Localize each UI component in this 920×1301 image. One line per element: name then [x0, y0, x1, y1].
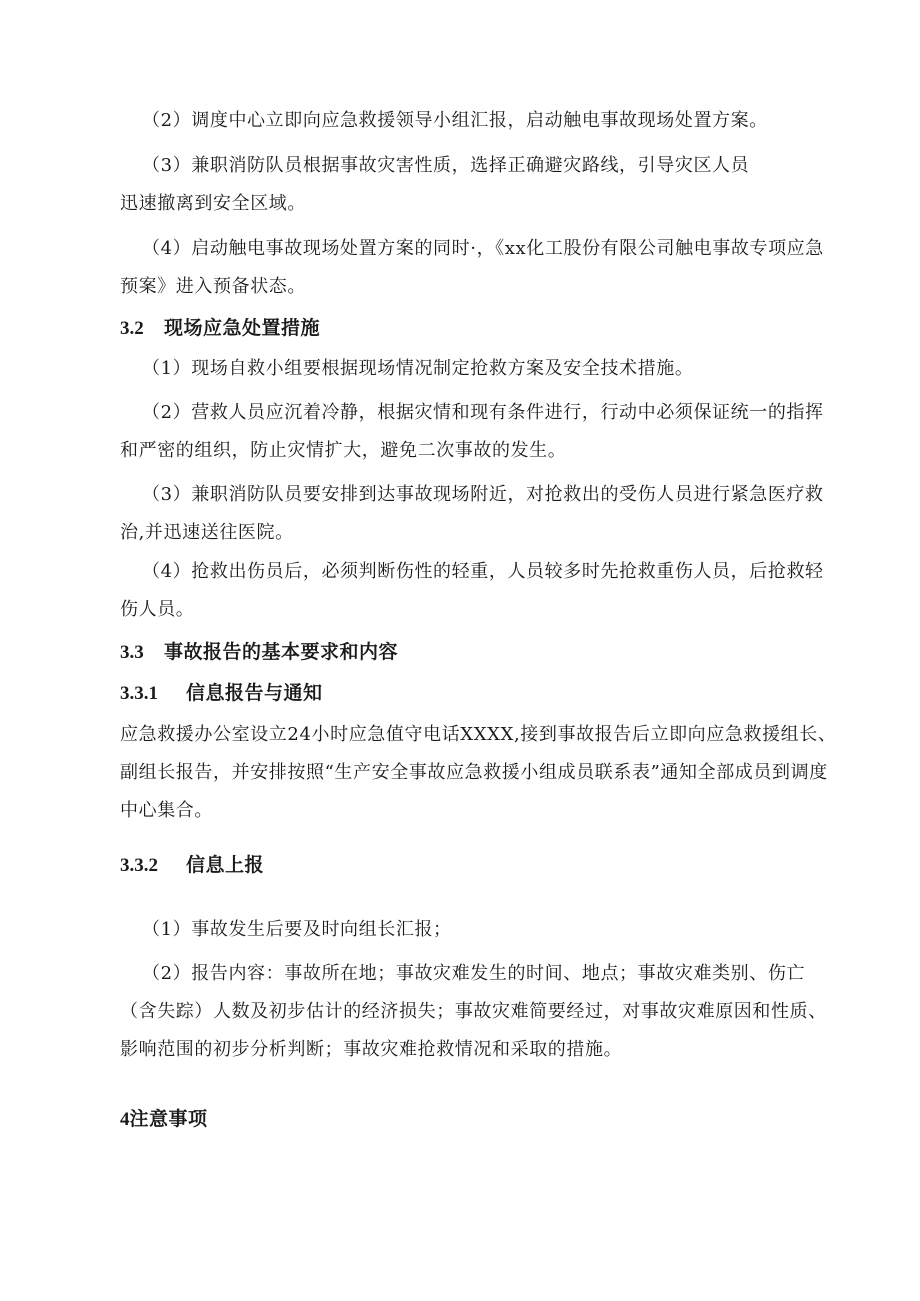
section-number: 3.3.1 [120, 683, 158, 704]
paragraph-firefighters-evacuate: （3）兼职消防队员根据事故灾害性质，选择正确避灾路线，引导灾区人员 [142, 155, 750, 176]
section-title: 信息报告与通知 [186, 682, 323, 704]
section-title: 事故报告的基本要求和内容 [164, 641, 399, 663]
section-number: 3.3.2 [120, 855, 158, 876]
paragraph-special-plan-standby: （4）启动触电事故现场处置方案的同时·，《xx化工股份有限公司触电事故专项应急预案》进入预备状态。 [120, 238, 824, 297]
list-item: （3）兼职消防队员要安排到达事故现场附近，对抢救出的受伤人员进行紧急医疗救治,并迅速送往医院。 [120, 484, 824, 543]
section-title: 现场应急处置措施 [164, 317, 321, 339]
section-number: 4 [120, 1109, 130, 1130]
section-heading-3-3-2 [120, 846, 842, 885]
list-item: （2）营救人员应沉着冷静，根据灾情和现有条件进行，行动中必须保证统一的指挥和严密的组织，防止灾情扩大，避免二次事故的发生。 [120, 402, 824, 461]
list-item: （1）事故发生后要及时向组长汇报； [142, 919, 452, 940]
list-item: （1）现场自救小组要根据现场情况制定抢救方案及安全技术措施。 [142, 358, 694, 379]
section-heading-3-3 [120, 633, 842, 672]
paragraph-duty-phone: 应急救援办公室设立24小时应急值守电话XXXX,接到事故报告后立即向应急救援组长、副组长报告，并安排按照“生产安全事故应急救援小组成员联系表”通知全部成员到调度中心集合。 [120, 724, 837, 821]
paragraph-dispatch-report: （2）调度中心立即向应急救援领导小组汇报，启动触电事故现场处置方案。 [142, 110, 768, 131]
list-item: （4）抢救出伤员后，必须判断伤性的轻重，人员较多时先抢救重伤人员，后抢救轻伤人员。 [120, 561, 824, 620]
section-title: 信息上报 [186, 854, 265, 876]
paragraph-evacuate-continued: 迅速撤离到安全区域。 [120, 193, 306, 214]
section-number: 3.2 [120, 318, 144, 339]
section-heading-4 [120, 1100, 842, 1139]
section-heading-3-3-1 [120, 674, 842, 713]
section-heading-3-2 [120, 309, 842, 348]
list-item: （2）报告内容：事故所在地；事故灾难发生的时间、地点；事故灾难类别、伤亡（含失踪）人数及初步估计的经济损失；事故灾难简要经过，对事故灾难原因和性质、影响范围的初步分析判断；事故灾难抢救情况和采取的措施。 [120, 963, 827, 1060]
section-title: 注意事项 [129, 1108, 208, 1130]
section-number: 3.3 [120, 642, 144, 663]
